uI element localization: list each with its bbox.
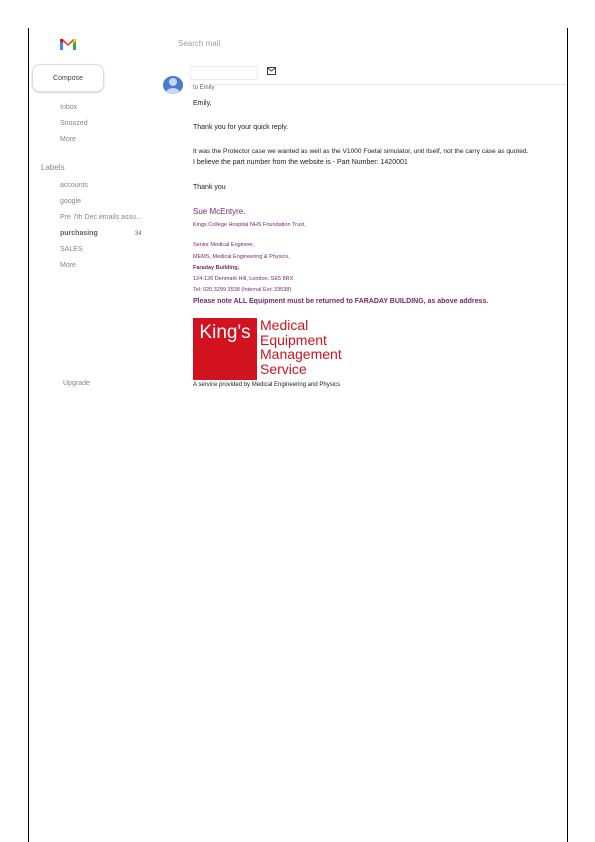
kings-logo [193, 318, 257, 380]
label-item-purchasing[interactable]: purchasing [60, 230, 98, 237]
compose-label: Compose [53, 74, 83, 82]
person-icon [163, 76, 183, 94]
label-count-badge: 34 [135, 231, 142, 237]
brand-line-1: Medical [260, 317, 309, 333]
brand-service-name [260, 318, 342, 376]
greeting: Emily, [193, 100, 212, 107]
label-item-google[interactable]: google [60, 198, 82, 205]
body-line-1: Thank you for your quick reply. [193, 124, 289, 131]
label-item-accounts[interactable]: accounts [60, 182, 89, 189]
toolbar-divider [190, 84, 567, 85]
recipient-line[interactable]: to Emily [193, 85, 215, 91]
body-line-3: I believe the part number from the website is - Part Number: 1420001 [193, 159, 408, 166]
message-toolbar[interactable] [190, 66, 258, 80]
signature-dept: MEMS, Medical Engineering & Physics, [193, 254, 290, 260]
signature-address: 124-126 Denmark Hill, London. SE5 8RX [193, 276, 294, 282]
page-border-left [28, 28, 29, 842]
return-notice: Please note ALL Equipment must be returned to FARADAY BUILDING, as above address. [193, 298, 489, 305]
mail-icon[interactable] [267, 67, 276, 75]
label-item-pre-7th-dec[interactable]: Pre 7th Dec emails assu... [60, 214, 142, 221]
compose-button[interactable] [32, 64, 104, 92]
signature-role: Senior Medical Engineer, [193, 242, 255, 248]
brand-line-2: Equipment [260, 331, 327, 348]
sidebar-item-snoozed[interactable]: Snoozed [60, 120, 88, 127]
sender-avatar[interactable] [163, 76, 183, 94]
labels-heading: Labels [41, 163, 65, 172]
label-item-sales[interactable]: SALES [60, 246, 83, 253]
sidebar-item-inbox[interactable]: Inbox [60, 104, 78, 111]
search-input[interactable]: Search mail [178, 39, 221, 48]
signature-tel: Tel: 020 3299 3538 (Internal Ext: 33538) [193, 287, 292, 293]
sidebar-item-more[interactable]: More [60, 136, 76, 143]
brand-line-3: Management [260, 346, 342, 362]
thanks-line: Thank you [193, 184, 226, 191]
brand-provided-by: A service provided by Medical Engineering and Physics [193, 382, 341, 388]
signature-building: Faraday Building, [193, 265, 240, 271]
brand-line-4: Service [260, 360, 307, 377]
body-line-2: It was the Protector case we wanted as well as the V1000 Foetal simulator, unit itself, not the carry case as quoted. [193, 148, 529, 155]
gmail-logo-icon[interactable] [60, 37, 76, 51]
kings-logo-text: King's [199, 322, 251, 343]
signature-org: Kings College Hospital NHS Foundation Trust, [193, 222, 306, 228]
label-item-more[interactable]: More [60, 262, 76, 269]
signature-name: Sue McEntyre. [193, 207, 246, 216]
upgrade-button[interactable]: Upgrade [63, 380, 90, 387]
page-border-right [567, 28, 568, 842]
